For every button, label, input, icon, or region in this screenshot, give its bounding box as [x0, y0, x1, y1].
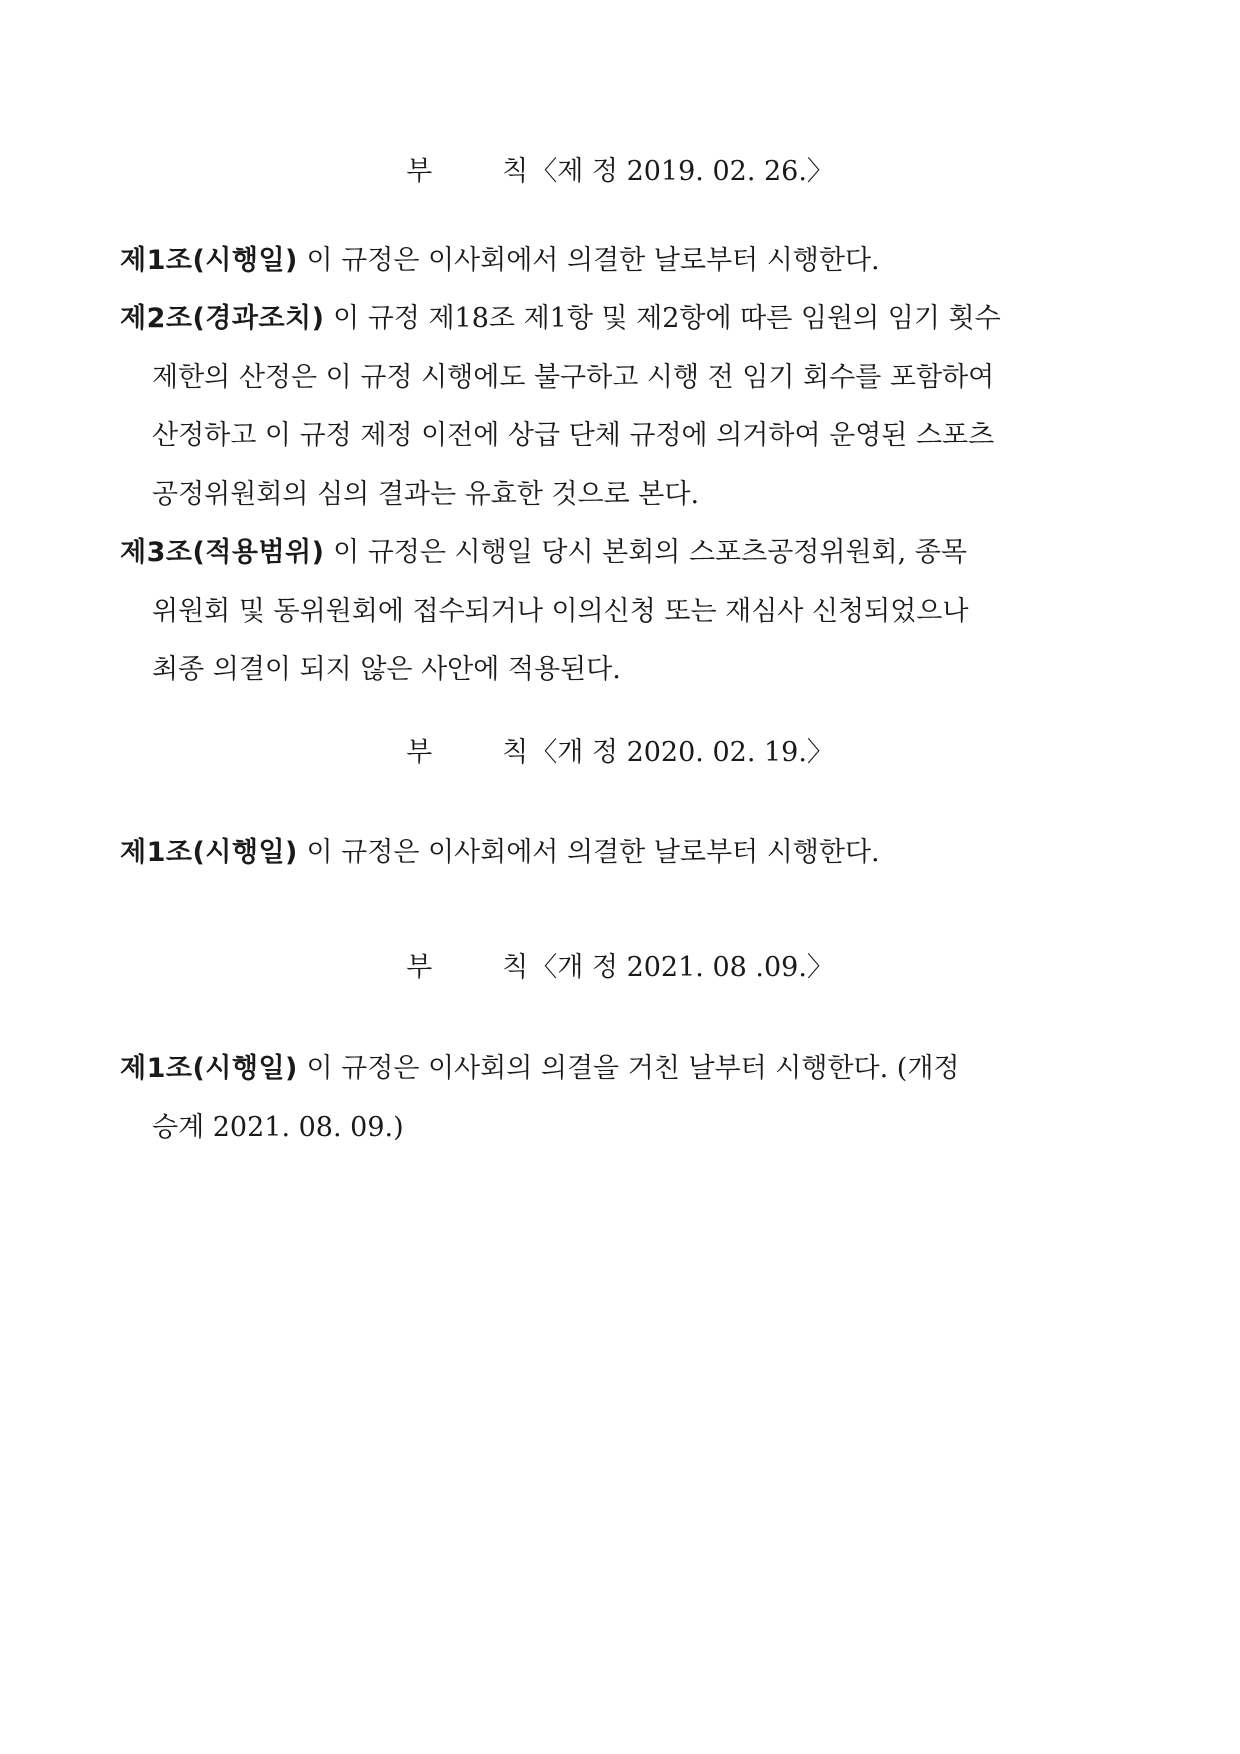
article-text: 이 규정은 이사회에서 의결한 날로부터 시행한다. [306, 837, 880, 868]
article-title: 제2조(경과조치) [120, 303, 325, 334]
article-text: 이 규정은 이사회에서 의결한 날로부터 시행한다. [306, 245, 880, 276]
article-text: 산정하고 이 규정 제정 이전에 상급 단체 규정에 의거하여 운영된 스포츠 [152, 420, 995, 451]
heading-word-chik: 칙 [502, 952, 529, 983]
article-text: 승계 2021. 08. 09.) [152, 1111, 404, 1143]
heading-date: 〈제 정 2019. 02. 26.〉 [530, 156, 834, 187]
article-2-1 [120, 824, 1122, 883]
article-title: 제1조(시행일) [120, 837, 298, 868]
heading-word-bu: 부 [406, 156, 433, 187]
article-1-1 [120, 232, 1122, 291]
article-text: 이 규정은 시행일 당시 본회의 스포츠공정위원회, 종목 [333, 537, 967, 568]
heading-word-bu: 부 [406, 952, 433, 983]
article-title: 제1조(시행일) [120, 1053, 298, 1084]
article-text: 최종 의결이 되지 않은 사안에 적용된다. [152, 654, 621, 685]
article-3-1 [120, 1040, 1122, 1157]
supplementary-heading-1 [0, 154, 1240, 190]
heading-word-bu: 부 [406, 737, 433, 768]
supplementary-heading-3 [0, 950, 1240, 986]
supplementary-heading-2 [0, 735, 1240, 771]
heading-date: 〈개 정 2021. 08 .09.〉 [530, 952, 834, 983]
article-text: 공정위원회의 심의 결과는 유효한 것으로 본다. [152, 478, 700, 510]
heading-date: 〈개 정 2020. 02. 19.〉 [530, 737, 834, 768]
heading-word-chik: 칙 [502, 737, 529, 768]
article-title: 제1조(시행일) [120, 245, 298, 276]
article-text: 제한의 산정은 이 규정 시행에도 불구하고 시행 전 임기 회수를 포함하여 [152, 361, 995, 393]
article-text: 이 규정 제18조 제1항 및 제2항에 따른 임원의 임기 횟수 [333, 303, 1001, 334]
article-1-2 [120, 290, 1122, 524]
article-title: 제3조(적용범위) [120, 537, 325, 568]
heading-word-chik: 칙 [502, 156, 529, 187]
article-1-3 [120, 524, 1122, 700]
article-text: 위원회 및 동위원회에 접수되거나 이의신청 또는 재심사 신청되었으나 [152, 595, 969, 627]
article-text: 이 규정은 이사회의 의결을 거친 날부터 시행한다. (개정 [306, 1053, 960, 1084]
